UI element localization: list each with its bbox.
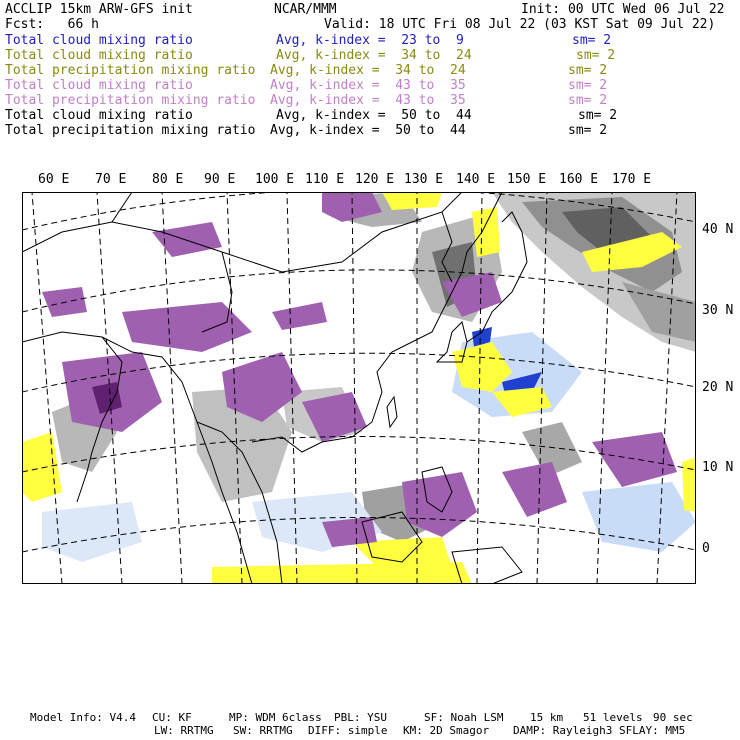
legend-row-4-avg: Avg, k-index = 43 to 35 <box>270 78 466 93</box>
lon-label: 80 E <box>152 172 184 187</box>
legend-row-7-field: Total precipitation mixing ratio <box>5 123 256 138</box>
lon-label: 70 E <box>95 172 127 187</box>
lon-label: 100 E <box>255 172 295 187</box>
footer-item: 51 levels <box>583 711 643 724</box>
legend-row-4-sm: sm= 2 <box>568 78 608 93</box>
footer-item: SF: Noah LSM <box>424 711 504 724</box>
footer-item: Model Info: V4.4 <box>30 711 136 724</box>
model-title: ACCLIP 15km ARW-GFS init <box>5 2 193 17</box>
lat-label: 10 N <box>702 460 734 475</box>
legend-row-3-sm: sm= 2 <box>568 63 608 78</box>
legend-row-4-field: Total cloud mixing ratio <box>5 78 193 93</box>
legend-row-2-field: Total cloud mixing ratio <box>5 48 193 63</box>
footer-item: DIFF: simple <box>308 724 388 737</box>
legend-row-5-avg: Avg, k-index = 43 to 35 <box>270 93 466 108</box>
footer-item: PBL: YSU <box>334 711 387 724</box>
lat-label: 0 <box>702 541 710 556</box>
lon-label: 140 E <box>456 172 496 187</box>
lon-label: 170 E <box>612 172 652 187</box>
footer-item: LW: RRTMG <box>154 724 214 737</box>
footer-item: KM: 2D Smagor <box>403 724 490 737</box>
footer-item: 90 sec <box>653 711 693 724</box>
legend-row-7-avg: Avg, k-index = 50 to 44 <box>270 123 466 138</box>
footer-item: CU: KF <box>152 711 192 724</box>
legend-row-3-field: Total precipitation mixing ratio <box>5 63 256 78</box>
legend-row-3-avg: Avg, k-index = 34 to 24 <box>270 63 466 78</box>
legend-row-5-sm: sm= 2 <box>568 93 608 108</box>
legend-row-5-field: Total precipitation mixing ratio <box>5 93 256 108</box>
lon-label: 160 E <box>559 172 599 187</box>
lat-label: 40 N <box>702 222 734 237</box>
legend-row-2-avg: Avg, k-index = 34 to 24 <box>276 48 472 63</box>
lat-label: 20 N <box>702 380 734 395</box>
map-panel <box>22 192 696 584</box>
lon-label: 120 E <box>355 172 395 187</box>
legend-row-7-sm: sm= 2 <box>568 123 608 138</box>
legend-row-1-field: Total cloud mixing ratio <box>5 33 193 48</box>
lon-label: 60 E <box>38 172 70 187</box>
footer-item: SFLAY: MM5 <box>619 724 686 737</box>
legend-row-6-field: Total cloud mixing ratio <box>5 108 193 123</box>
legend-row-1-avg: Avg, k-index = 23 to 9 <box>276 33 464 48</box>
init-time: Init: 00 UTC Wed 06 Jul 22 <box>521 2 725 17</box>
institution-label: NCAR/MMM <box>274 2 337 17</box>
legend-row-6-avg: Avg, k-index = 50 to 44 <box>276 108 472 123</box>
legend-row-1-sm: sm= 2 <box>572 33 612 48</box>
lon-label: 90 E <box>204 172 236 187</box>
valid-time: Valid: 18 UTC Fri 08 Jul 22 (03 KST Sat 09 Jul 22) <box>324 17 716 32</box>
lon-label: 150 E <box>507 172 547 187</box>
legend-row-2-sm: sm= 2 <box>576 48 616 63</box>
footer-item: MP: WDM 6class <box>229 711 322 724</box>
lon-label: 130 E <box>404 172 444 187</box>
footer-item: DAMP: Rayleigh3 <box>513 724 613 737</box>
lon-label: 110 E <box>305 172 345 187</box>
lat-label: 30 N <box>702 303 734 318</box>
footer-item: SW: RRTMG <box>233 724 293 737</box>
footer-item: 15 km <box>530 711 564 724</box>
forecast-hour: Fcst: 66 h <box>5 17 99 32</box>
legend-row-6-sm: sm= 2 <box>578 108 618 123</box>
